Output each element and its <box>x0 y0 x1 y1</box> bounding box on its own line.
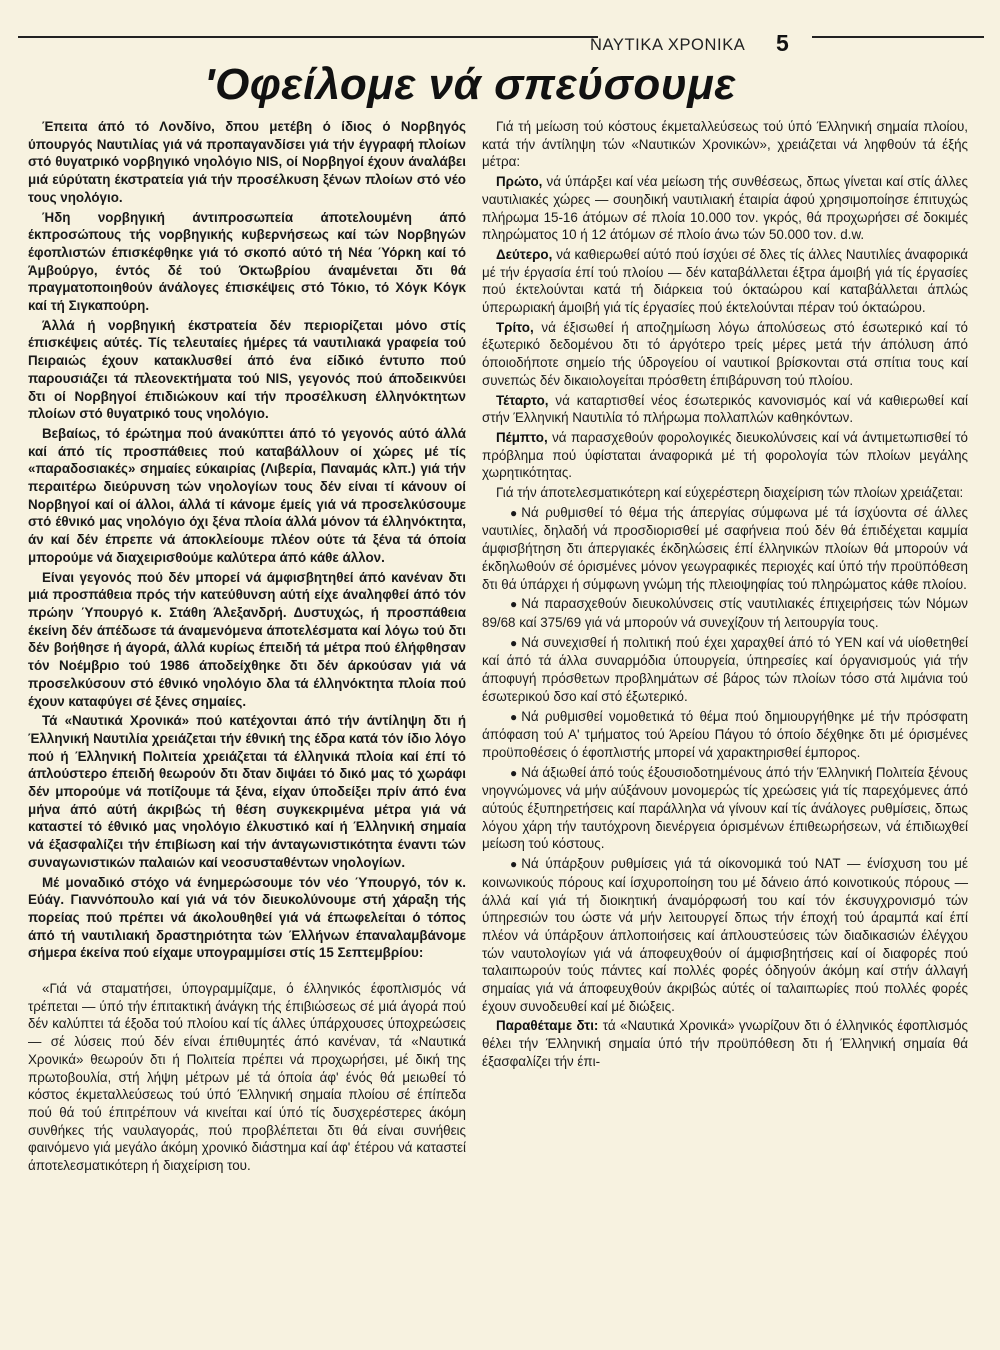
bullet-text: Νά συνεχισθεί ή πολιτική πού έχει χαραχθεί άπό τό ΥΕΝ καί νά υίοθετηθεί καί άπό τά άλλα συναρμόδια ύπουργεία, ύπηρεσίες καί όργανισμούς γιά τήν άποφυγή πρόσθετων προβλημάτων σέ βάρος τών πλοίων τόσο στά λιμάνια τού έσωτερικού δσο καί στό έξωτερικό. <box>482 634 968 704</box>
bullet-text: Νά ρυθμισθεί νομοθετικά τό θέμα πού δημιουργήθηκε μέ τήν πρόσφατη άπόφαση τού Α' τμήματος τού Άρείου Πάγου τό όποίο δέχθηκε δτι μέ όρισμένες προϋποθέσεις ό έφοπλιστής μπορεί νά χαρακτηρισθεί έμπορος. <box>482 708 968 760</box>
measure-paragraph <box>482 319 968 390</box>
paragraph: Βεβαίως, τό έρώτημα πού άνακύπτει άπό τό γεγονός αύτό άλλά καί άπό τίς προσπάθειες πού καταβάλλουν οί χώρες μέ τίς «παραδοσιακές» σημαίες εύκαιρίας (Λιβερία, Παναμάς κλπ.) γιά τήν περαιτέρω διεύρυνση τών νηολογίων τους δέν είναι τί κάνουν οί Νορβηγοί καί οί άλλοι, άλλά τί κάνομε έμείς γιά νά προσελκύσουμε στό έθνικό μας νηολόγιο όχι ξένα πλοία άλλά μόνον τά έλληνόκτητα, άν καί δέν έπρεπε νά άποκλείουμε πλέον ούτε τά ξένα τά όποία μπορούμε νά διαχειρισθούμε καλύτερα άπό κάθε άλλον. <box>28 425 466 565</box>
measure-text: νά έξισωθεί ή αποζημίωση λόγω άπολύσεως στό έσωτερικό καί τό έξωτερικό δεδομένου δτι τό άργότερο τρείς μέρες μετά τήν άπόλυση άπό όποιοδήποτε σημείο τής ύδρογείου οί ναυτικοί βρίσκονται στά σπίτια τους καί συνεπώς δέν δικαιολογείται πρόσθετη έπιβάρυνση τού πλοίου. <box>482 319 968 388</box>
header-rule-left <box>18 36 598 38</box>
paragraph: Τά «Ναυτικά Χρονικά» πού κατέχονται άπό τήν άντίληψη δτι ή Έλληνική Ναυτιλία χρειάζεται τήν έθνική της έδρα κατά τόν ίδιο λόγο πού ή Έλληνική Πολιτεία χρειάζεται τά έλληνικά πλοία καί έπί τό άπλούστερο έπειδή θεωρούν δτι δταν διψάει τό δικό μας τό χωράφι δέν μπορούμε νά ποτίζουμε τά ξένα, είχαν ύποδείξει πρίν άπό ένα μήνα άπό αύτή άκριβώς τή θέση συγκεκριμένα μέτρα γιά νά καταστεί τό έθνικό μας νηολόγιο έλκυστικό καί ή Έλληνική σημαία νά έξασφαλίζει τήν έπιβίωση καί τήν άνταγωνιστικότητα έναντι τών συναγωνιστικών παλαιών καί νεοσυσταθέντων νηολογίων. <box>28 713 466 870</box>
paragraph: Ήδη νορβηγική άντιπροσωπεία άποτελουμένη άπό έκπροσώπους τής νορβηγικής κυβερνήσεως καί τών Νορβηγών έφοπλιστών έπισκέφθηκε γιά τό σκοπό αύτό τή Νέα Ύόρκη καί τό Άμβούργο, έντός δέ τού Όκτωβρίου άναμένεται δτι θά πραγματοποιηθούν άνάλογες έπισκέψεις στό Τόκιο, τό Χόγκ Κόγκ καί τή Σιγκαπούρη. <box>28 209 466 314</box>
header-rule-right <box>812 36 984 38</box>
bullet-item <box>482 504 968 594</box>
page-number: 5 <box>776 30 789 56</box>
bullet-text: Νά ρυθμισθεί τό θέμα τής άπεργίας σύμφωνα μέ τά ίσχύοντα σέ άλλες ναυτιλίες, δηλαδή νά προσδιορισθεί μέ σαφήνεια πού δέν θά έπιδέχεται καμμία άμφισβήτηση δτι άπεργιακές έκδηλώσεις έπί έλληνικών πλοίων θά μπορούν νά έκδηλωθούν σέ όρισμένες μόνον γεωγραφικές περιοχές καί ύπό τήν προϋπόθεση δτι θά ύπάρχει ή σύμφωνη γνώμη τής πλειοψηφίας τού πληρώματος κάθε πλοίου. <box>482 504 968 592</box>
paragraph: Μέ μοναδικό στόχο νά ένημερώσουμε τόν νέο Ύπουργό, τόν κ. Εύάγ. Γιαννόπουλο καί γιά νά τόν διευκολύνουμε στή χάραξη τής πορείας πού πρέπει νά άκολουθηθεί γιά νά έπωφελείται ό τόπος άπό τή ναυτιλιακή δραστηριότητα τών Έλλήνων έπαναλαμβάνομε σήμερα έκείνα πού είχαμε υπογραμμίσει στίς 15 Σεπτεμβρίου: <box>28 874 466 961</box>
bullet-text: Νά ύπάρξουν ρυθμίσεις γιά τά οίκονομικά τού ΝΑΤ — ένίσχυση του μέ κοινωνικούς πόρους καί ίσχυροποίηση του μέ δάνειο άπό κοινοτικούς πόρους — άλλά καί γιά τή διοικητική άναμόρφωσή του καί τόν έκσυγχρονισμό τών ύπηρεσιών του ώστε νά μήν λειτουργεί δπως τήν έποχή τού άραμπά καί έπί πλέον νά ύπάρξουν άπλοποιήσεις καί άπλουστεύσεις τών διαδικασιών έλέγχου τών ναυτολογίων γιά νά άποφευχθούν οί άμφισβητήσεις καί οί διαφορές πού ταλαιπωρούν τούς πάντες καί πολλές φορές όδηγούν άκόμη καί στήν άλλαγή σημαίας γιά νά άποφευχθούν άκριβώς αύτές οί ταλαιπωρίες πού πολλές φορές έχουν συνοδευθεί καί μέ διώξεις. <box>482 856 968 1014</box>
bullet-item <box>482 634 968 706</box>
closing-paragraph <box>482 1017 968 1070</box>
measure-paragraph <box>482 173 968 244</box>
bullet-icon: ● <box>510 505 518 520</box>
measure-paragraph <box>482 429 968 482</box>
bullet-item <box>482 595 968 631</box>
measure-lead: Δεύτερο, <box>496 246 553 262</box>
measure-text: νά παρασχεθούν φορολογικές διευκολύνσεις καί νά άντιμετωπισθεί τό πρόβλημα πού ύφίσταται άναφορικά μέ τή φορολογία τών πλοίων μεγάλης χωρητικότητας. <box>482 429 968 481</box>
measure-text: νά καθιερωθεί αύτό πού ίσχύει σέ δλες τίς άλλες Ναυτιλίες άναφορικά μέ τήν έργασία έπί τού πλοίου — δέν καταβάλλεται έξτρα άμοιβή γιά τίς έργασίες πού έκτελούνται κατά τή διάρκεια τού όκταώρου καί καταβάλλεται άπλώς ύπερωριακή άμοιβή γιά τίς έργασίες πού έκτελούνται πέραν τού όκταώρου. <box>482 246 968 316</box>
measure-text: νά ύπάρξει καί νέα μείωση τής συνθέσεως, δπως γίνεται καί στίς άλλες ναυτιλιακές χώρες — σουηδική ναυτιλιακή έταιρία άφού χρησιμοποίησε έπιτυχώς πλήρωμα 15-16 άτόμων σέ πλοία 10.000 τον. γκρός, θά προχωρήσει σέ δοκιμές πληρώματος 10 ή 12 άτόμων σέ πλοίο άνω τών 50.000 τον. d.w. <box>482 174 968 243</box>
closing-text: τά «Ναυτικά Χρονικά» γνωρίζουν δτι ό έλληνικός έφοπλισμός θέλει τήν Έλληνική σημαία ύπό τήν προϋπόθεση δτι ή Έλληνική σημαία θά έξασφαλίζει τήν έπι- <box>482 1018 968 1069</box>
bullet-item <box>482 764 968 854</box>
paragraph: Άλλά ή νορβηγική έκστρατεία δέν περιορίζεται μόνο στίς έπισκέψεις αύτές. Τίς τελευταίες ήμέρες τά ναυτιλιακά γραφεία τού Πειραιώς έχουν κατακλυσθεί άπό ένα είδικό έντυπο πού παρουσιάζει τά πλεονεκτήματα τού NIS, γεγονός πού άποδεικνύει δτι οί Νορβηγοί έπιδιώκουν καί τήν προσέλκυση έλληνόκτητων πλοίων στό θυγατρικό τους νηολόγιο. <box>28 317 466 422</box>
quoted-passage: «Γιά νά σταματήσει, ύπογραμμίζαμε, ό έλληνικός έφοπλισμός νά τρέπεται — ύπό τήν έπιτακτική άνάγκη τής έπιβιώσεως σέ μιά άγορά πού δέν καλύπτει τά έξοδα τού πλοίου καί τίς άλλες ύπάρχουσες ύποχρεώσεις — σέ λύσεις πού δέν είναι έπιθυμητές άπό κανέναν, τά «Ναυτικά Χρονικά» θεωρούν δτι ή Πολιτεία πρέπει νά προχωρήσει, μέ δική της πρωτοβουλία, στή λήψη μέτρων μέ τά όποία άφ' ένός θά μειωθεί τό κόστος έκμεταλλεύσεως τού ύπό Έλληνική σημαία πλοίου σέ έπίπεδα πού θά τού έπιτρέπουν νά κινείται καί ύπό τίς δυσχερέστερες άκόμη συνθήκες τής ναυλαγοράς, πού προβλέπεται δτι θά είναι συνήθεις φαινόμενο γιά μεγάλο άκόμη χρονικό διάστημα καί άφ' έτέρου νά καταστεί άποτελεσματικότερη ή διαχείριση του. <box>28 981 466 1174</box>
right-column <box>482 118 968 1073</box>
measure-paragraph <box>482 246 968 317</box>
bullet-icon: ● <box>510 765 518 780</box>
bullet-icon: ● <box>510 597 518 612</box>
publication-name: ΝΑΥΤΙΚΑ ΧΡΟΝΙΚΑ <box>590 36 746 54</box>
measure-lead: Τρίτο, <box>496 319 534 335</box>
left-column <box>28 118 466 1177</box>
bullet-item <box>482 855 968 1015</box>
measure-text: νά καταρτισθεί νέος έσωτερικός κανονισμός καί νά καθιερωθεί καί στήν Έλληνική Ναυτιλία τό πλήρωμα πολλαπλών καθηκόντων. <box>482 392 968 426</box>
management-intro: Γιά τήν άποτελεσματικότερη καί εύχερέστερη διαχείριση τών πλοίων χρειάζεται: <box>496 485 964 501</box>
bullet-text: Νά παρασχεθούν διευκολύνσεις στίς ναυτιλιακές έπιχειρήσεις τών Νόμων 89/68 καί 375/69 γιά νά μπορούν νά συνεχίζουν τή λειτουργία τους. <box>482 596 968 630</box>
measure-lead: Τέταρτο, <box>496 392 549 408</box>
intro-paragraph: Γιά τή μείωση τού κόστους έκμεταλλεύσεως τού ύπό Έλληνική σημαία πλοίου, κατά τήν άντίληψη τών «Ναυτικών Χρονικών», χρειάζεται νά ληφθούν τά έξής μέτρα: <box>482 119 968 170</box>
paragraph: Είναι γεγονός πού δέν μπορεί νά άμφισβητηθεί άπό κανέναν δτι μιά προσπάθεια πρός τήν κατεύθυνση αύτή είχε άναληφθεί άπό τόν πρώην Ύπουργό κ. Στάθη Άλεξανδρή. Δυστυχώς, ή προσπάθεια έκείνη δέν άπέδωσε τά άναμενόμενα άποτελέσματα καί λόγω τού δτι δέν βοήθησε ή άγορά, άλλά κυρίως έπειδή τά μέτρα πού έλήφθησαν τόν Νοέμβριο τού 1986 άποδείχθηκε δτι δέν άρκούσαν γιά νά προσελκύσουν στό έθνικό νηολόγιο δλα τά έλληνόκτητα πλοία πού έχουν καταφύγει σέ ξένες σημαίες. <box>28 569 466 709</box>
measure-paragraph <box>482 392 968 427</box>
bullet-icon: ● <box>510 709 518 724</box>
measure-lead: Πρώτο, <box>496 174 543 190</box>
bullet-icon: ● <box>510 635 518 650</box>
bullet-text: Νά άξιωθεί άπό τούς έξουσιοδοτημένους άπό τήν Έλληνική Πολιτεία ξένους νηογνώμονες νά μήν αύξάνουν μονομερώς τίς χρεώσεις γιά τίς παρεχόμενες άπό αύτούς έξυπηρετήσεις καί παράλληλα νά γίνουν καί τίς άνάλογες ρυθμίσεις, δπως λόγου χάρη τήν ταυτόχρονη διενέργεια όρισμένων έπιθεωρήσεων, νά έπιδιωχθεί μείωση τού κόστους. <box>482 764 968 852</box>
closing-lead: Παραθέταμε δτι: <box>496 1018 599 1034</box>
paragraph: Έπειτα άπό τό Λονδίνο, δπου μετέβη ό ίδιος ό Νορβηγός ύπουργός Ναυτιλίας γιά νά προπαγανδίσει γιά τήν έγγραφή πλοίων στό θυγατρικό νορβηγικό νηολόγιο NIS, οί Νορβηγοί έχουν άναλάβει μιά εύρύτατη έκστρατεία γιά τήν προσέλκυση ξένων πλοίων στό νέο τους νηολόγιο. <box>28 119 466 205</box>
bullet-icon: ● <box>510 857 518 872</box>
article-title: 'Οφείλομε νά σπεύσουμε <box>204 60 736 109</box>
bullet-item <box>482 708 968 762</box>
measure-lead: Πέμπτο, <box>496 429 548 445</box>
